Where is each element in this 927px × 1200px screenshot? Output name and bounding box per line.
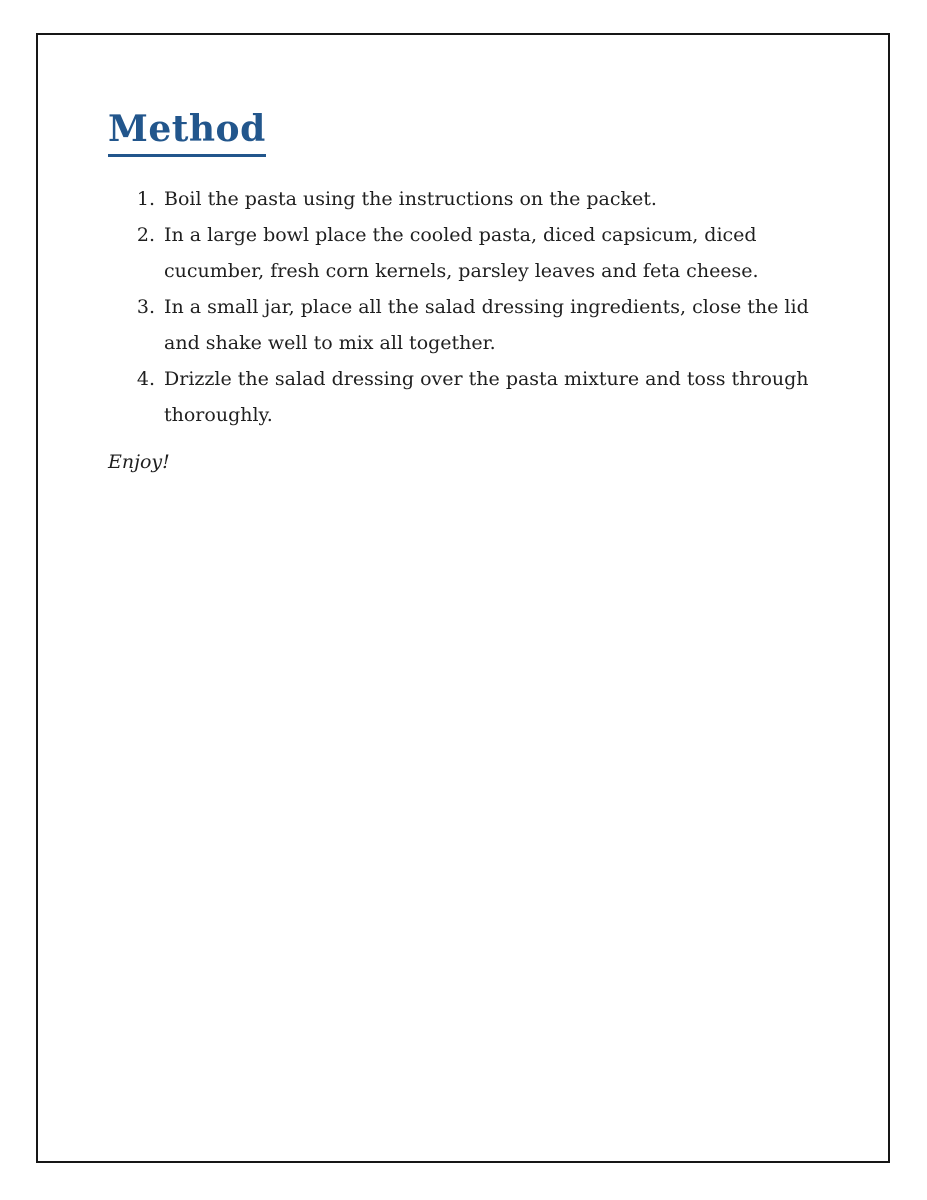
document-page [36, 33, 890, 1163]
step-text: In a large bowl place the cooled pasta, diced capsicum, diced cucumber, fresh corn kernels, parsley leaves and feta cheese. [164, 224, 759, 282]
method-step [108, 289, 848, 361]
step-text: Boil the pasta using the instructions on the packet. [164, 188, 657, 210]
closing-text: Enjoy! [108, 451, 170, 473]
method-heading-text: Method [108, 107, 266, 157]
step-number: 1. [136, 188, 155, 210]
step-text: In a small jar, place all the salad dressing ingredients, close the lid and shake well to mix all together. [164, 296, 809, 354]
step-number: 3. [136, 296, 155, 318]
step-number: 2. [136, 224, 155, 246]
method-step [108, 361, 848, 433]
step-text: Drizzle the salad dressing over the pasta mixture and toss through thoroughly. [164, 368, 809, 426]
method-step [108, 217, 848, 289]
step-number: 4. [136, 368, 155, 390]
method-heading [108, 107, 848, 157]
method-step [108, 181, 848, 217]
method-steps-list [108, 181, 848, 433]
